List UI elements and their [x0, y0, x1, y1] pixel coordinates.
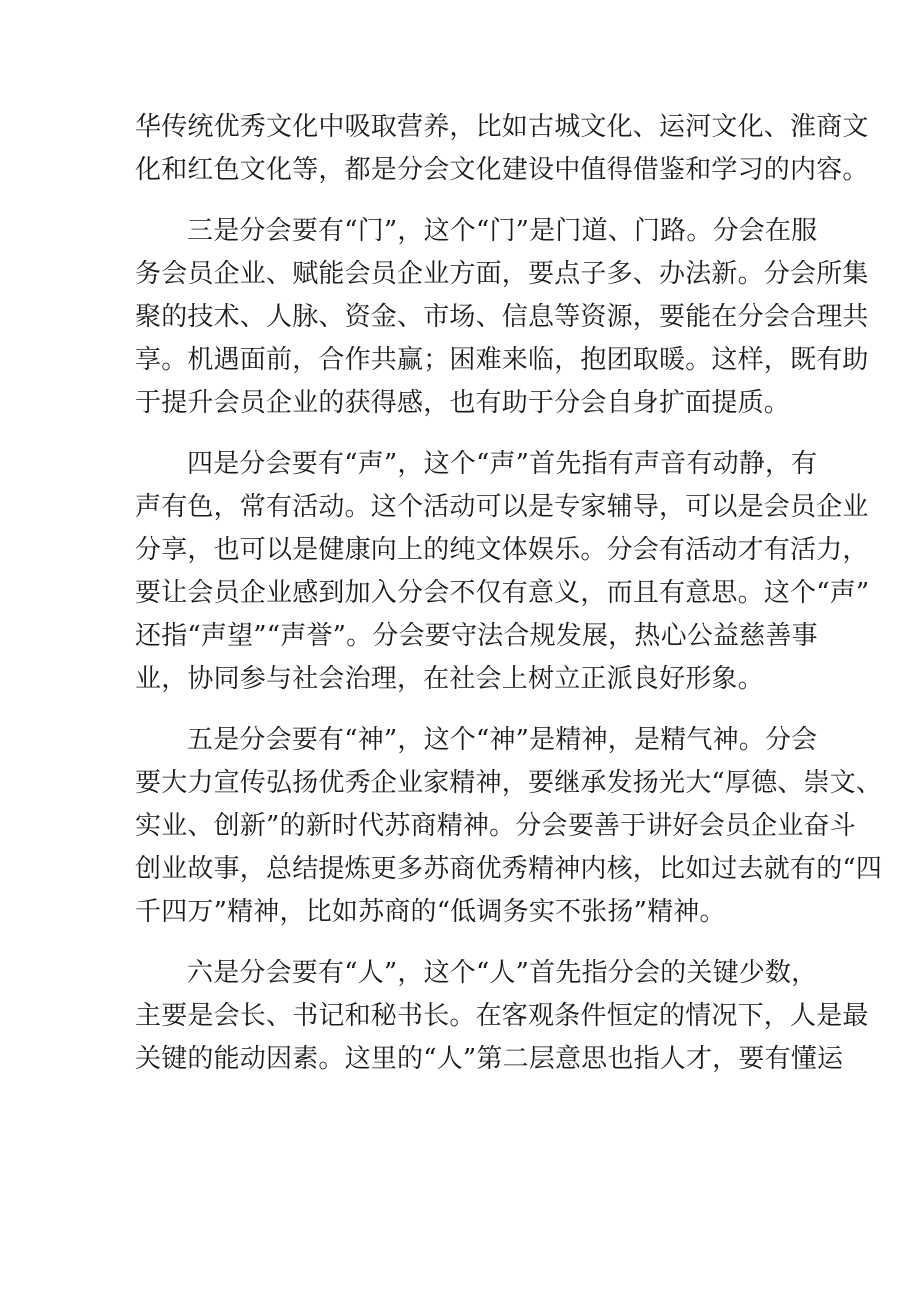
paragraph-gap	[135, 934, 795, 952]
paragraph-shen	[135, 719, 883, 934]
paragraph-line: 主要是会长、书记和秘书长。在客观条件恒定的情况下，人是最	[135, 1001, 869, 1031]
paragraph-sheng	[135, 443, 870, 701]
paragraph-line: 六是分会要有“人”，这个“人”首先指分会的关键少数，	[187, 958, 818, 988]
paragraph-line: 务会员企业、赋能会员企业方面，要点子多、办法新。分会所集	[135, 259, 869, 289]
document-body	[135, 106, 883, 1081]
paragraph-gap	[135, 425, 795, 443]
paragraph-line: 要让会员企业感到加入分会不仅有意义，而且有意思。这个“声”	[135, 578, 870, 608]
paragraph-line: 关键的能动因素。这里的“人”第二层意思也指人才，要有懂运	[135, 1044, 844, 1074]
paragraph-line: 要大力宣传弘扬优秀企业家精神，要继承发扬光大“厚德、崇文、	[135, 768, 883, 798]
paragraph-men	[135, 210, 869, 425]
paragraph-line: 还指“声望”“声誉”。分会要守法合规发展，热心公益慈善事	[135, 621, 818, 651]
paragraph-line: 华传统优秀文化中吸取营养，比如古城文化、运河文化、淮商文	[135, 112, 869, 142]
paragraph-line: 声有色，常有活动。这个活动可以是专家辅导，可以是会员企业	[135, 492, 869, 522]
paragraph-line: 千四万”精神，比如苏商的“低调务实不张扬”精神。	[135, 897, 726, 927]
paragraph-line: 分享，也可以是健康向上的纯文体娱乐。分会有活动才有活力，	[135, 535, 869, 565]
paragraph-line: 享。机遇面前，合作共赢；困难来临，抱团取暖。这样，既有助	[135, 345, 869, 375]
paragraph-line: 于提升会员企业的获得感，也有助于分会自身扩面提质。	[135, 388, 791, 418]
paragraph-line: 业，协同参与社会治理，在社会上树立正派良好形象。	[135, 664, 764, 694]
paragraph-line: 三是分会要有“门”，这个“门”是门道、门路。分会在服	[187, 216, 818, 246]
paragraph-line: 化和红色文化等，都是分会文化建设中值得借鉴和学习的内容。	[135, 155, 869, 185]
paragraph-ren	[135, 952, 869, 1081]
paragraph-line: 五是分会要有“神”，这个“神”是精神，是精气神。分会	[187, 725, 818, 755]
paragraph-culture-continued	[135, 106, 869, 192]
paragraph-line: 四是分会要有“声”，这个“声”首先指有声音有动静，有	[187, 449, 818, 479]
paragraph-gap	[135, 192, 795, 210]
paragraph-line: 创业故事，总结提炼更多苏商优秀精神内核，比如过去就有的“四	[135, 854, 883, 884]
paragraph-line: 实业、创新”的新时代苏商精神。分会要善于讲好会员企业奋斗	[135, 811, 856, 841]
paragraph-line: 聚的技术、人脉、资金、市场、信息等资源，要能在分会合理共	[135, 302, 869, 332]
paragraph-gap	[135, 701, 795, 719]
